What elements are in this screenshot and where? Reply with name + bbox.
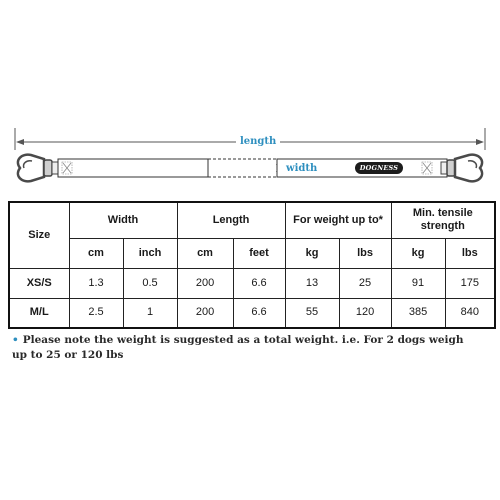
table-header-row [9, 202, 495, 238]
table-cell: 6.6 [233, 298, 285, 328]
subheader-cell: cm [69, 238, 123, 268]
header-size: Size [9, 202, 69, 268]
strap-middle-dashed [208, 159, 277, 177]
table-row [9, 268, 495, 298]
header-length: Length [177, 202, 285, 238]
table-cell: 55 [285, 298, 339, 328]
left-clip-icon [18, 155, 58, 182]
header-weight: For weight up to* [285, 202, 391, 238]
table-cell: 0.5 [123, 268, 177, 298]
subheader-cell: kg [285, 238, 339, 268]
weight-note [12, 333, 482, 363]
strap-left [58, 159, 208, 177]
row-size: XS/S [9, 268, 69, 298]
row-size: M/L [9, 298, 69, 328]
header-width: Width [69, 202, 177, 238]
brand-tag: DOGNESS [355, 162, 403, 174]
table-cell: 120 [339, 298, 391, 328]
table-row [9, 298, 495, 328]
header-tensile: Min. tensile strength [391, 202, 495, 238]
table-cell: 840 [445, 298, 495, 328]
product-diagram [0, 0, 500, 200]
note-bullet: • [12, 334, 19, 346]
table-cell: 6.6 [233, 268, 285, 298]
size-spec-table [8, 201, 496, 329]
table-cell: 13 [285, 268, 339, 298]
table-cell: 25 [339, 268, 391, 298]
table-subheader-row [9, 238, 495, 268]
length-label: length [236, 136, 280, 148]
table-cell: 175 [445, 268, 495, 298]
table-cell: 1 [123, 298, 177, 328]
subheader-cell: inch [123, 238, 177, 268]
table-cell: 1.3 [69, 268, 123, 298]
subheader-cell: kg [391, 238, 445, 268]
subheader-cell: lbs [445, 238, 495, 268]
leash-diagram [0, 0, 500, 200]
note-text: Please note the weight is suggested as a total weight. i.e. For 2 dogs weigh up to 25 or 120 lbs [12, 334, 464, 361]
table-cell: 91 [391, 268, 445, 298]
width-label: width [286, 163, 318, 174]
table-cell: 200 [177, 298, 233, 328]
table-cell: 200 [177, 268, 233, 298]
subheader-cell: cm [177, 238, 233, 268]
subheader-cell: feet [233, 238, 285, 268]
table-cell: 2.5 [69, 298, 123, 328]
subheader-cell: lbs [339, 238, 391, 268]
table-cell: 385 [391, 298, 445, 328]
